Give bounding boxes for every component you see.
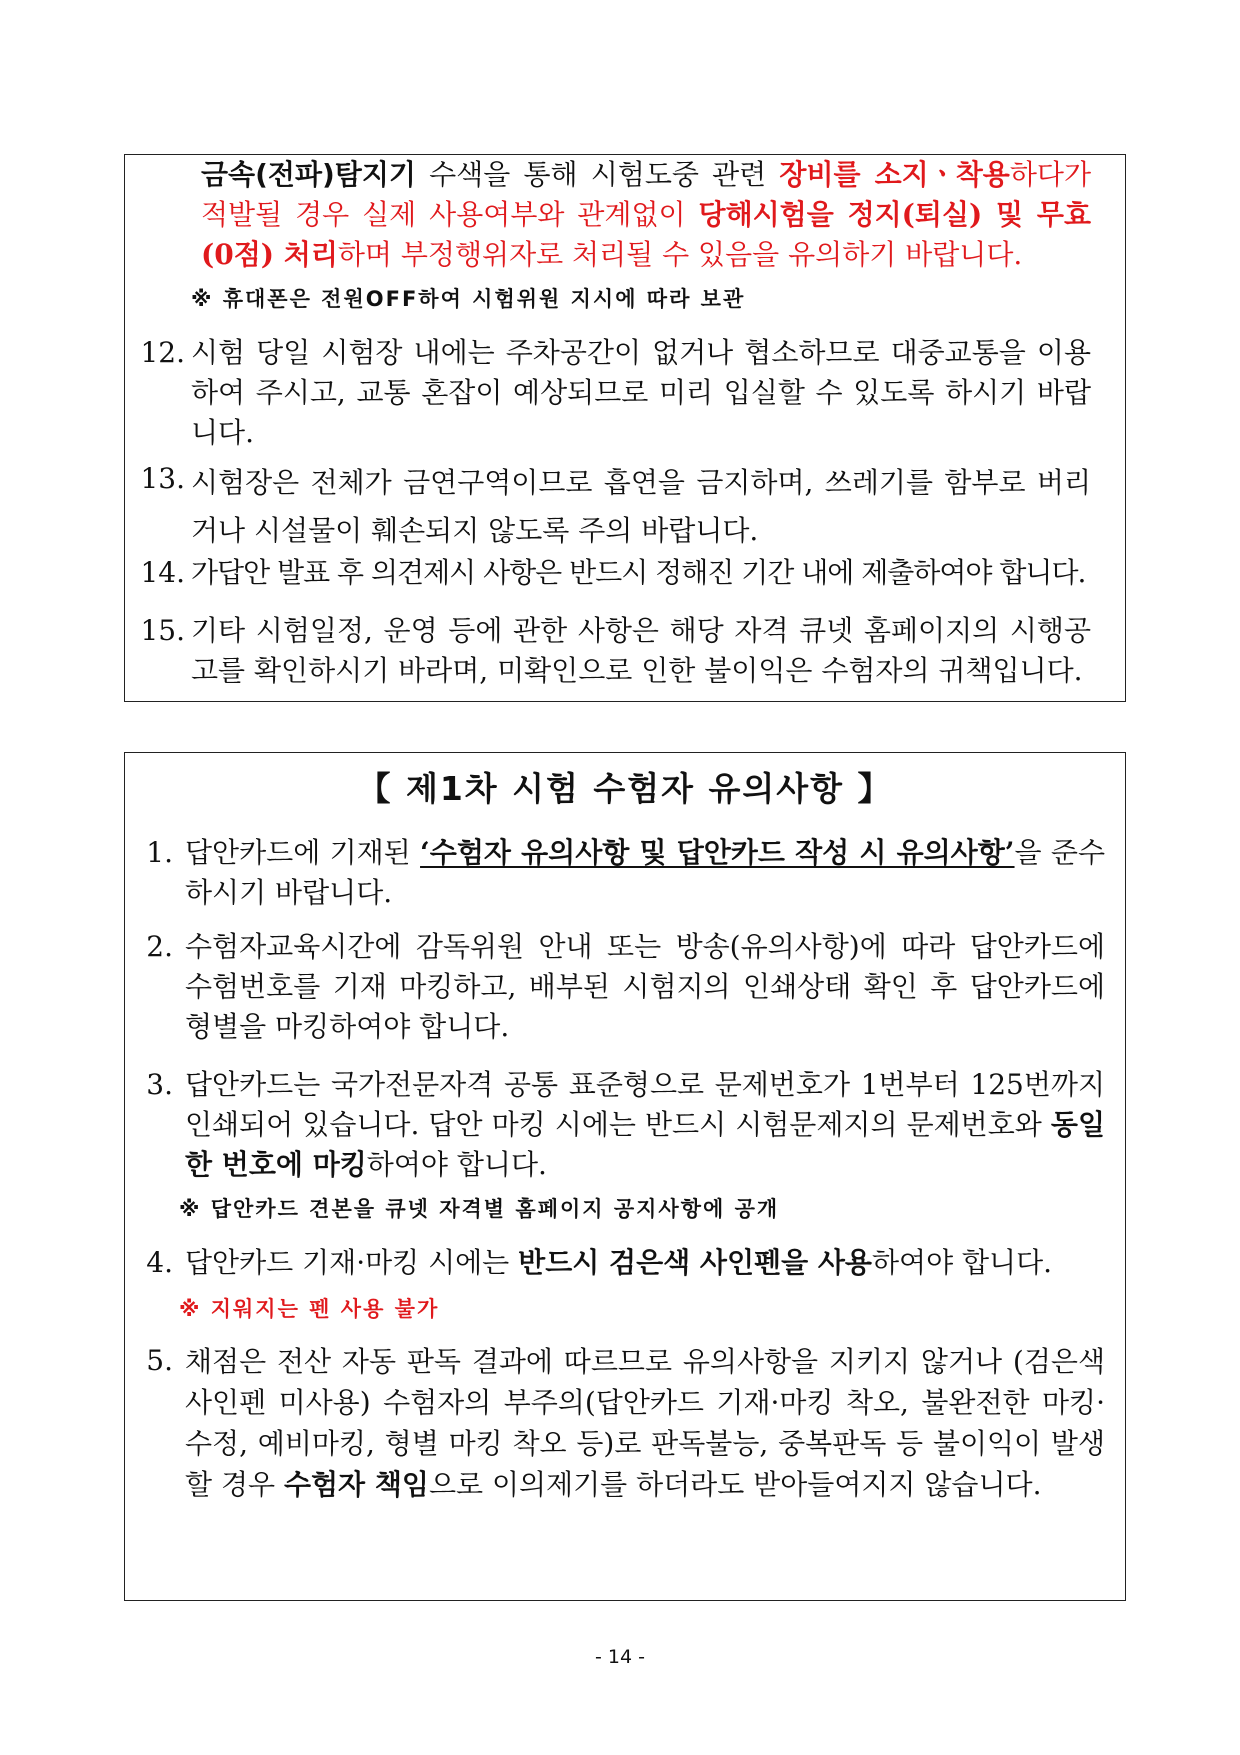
black-pen-emphasis: 반드시 검은색 사인펜을 사용 [518,1246,872,1279]
section-title: 【 제1차 시험 수험자 유의사항 】 [357,769,893,808]
detector-term: 금속(전파)탐지기 [201,158,416,191]
sample-card-note: ※ 답안카드 견본을 큐넷 자격별 홈페이지 공지사항에 공개 [179,1197,780,1221]
equipment-warning: 장비를 소지ㆍ착용 [779,158,1010,191]
erasable-pen-note: ※ 지워지는 펜 사용 불가 [179,1297,440,1321]
same-number-emphasis: 동일한 번호에 마킹 [185,1108,1105,1181]
disqualification-warning: 당해시험을 정지(퇴실) 및 무효(0점) 처리 [201,198,1091,271]
card-guideline-reference: ‘수험자 유의사항 및 답안카드 작성 시 유의사항’ [420,836,1015,869]
phone-note: ※ 휴대폰은 전원OFF하여 시험위원 지시에 따라 보관 [191,287,746,311]
examinee-responsibility: 수험자 책임 [283,1468,429,1501]
page-number: - 14 - [595,1646,645,1668]
exam-instructions-box: 【 제1차 시험 수험자 유의사항 】 1. 답안카드에 기재된 ‘수험자 유의사항 및 답안카드 작성 시 유의사항’을 준수하시기 바랍니다. 2. 수험자교육시간에 감독위원 안내 또는 방송(유의사항)에 따라 답안카드에 수험번호를 기재 마킹하고, 배부된 시험지의 인쇄상태 확인 후 답안카드에 형별을 마킹하여야 합니다. 3. 답안카드는 국가전문자격 공통 표준형으로 문제번호가 1번부터 125번까지 인쇄되어 있습니다. 답안 마킹 시에는 반드시 시험문제지의 문제번호와 동일한 번호에 마킹하여야 합니다. ※ 답안카드 견본을 큐넷 자격별 홈페이지 공지사항에 공개 4. 답안카드 기재·마킹 시에는 반드시 검은색 사인펜을 사용하여야 합니다. ※ 지워지는 펜 사용 불가 5. 채점은 전산 자동 판독 결과에 따르므로 유의사항을 지키지 않거나 (검은색 사인펜 미사용) 수험자의 부주의(답안카드 기재·마킹 착오, 불완전한 마킹·수정, 예비마킹, 형별 마킹 착오 등)로 판독불능, 중복판독 등 불이익이 발생할 경우 수험자 책임으로 이의제기를 하더라도 받아들여지지 않습니다. [124,752,1126,1601]
notice-box-continued: 금속(전파)탐지기 수색을 통해 시험도중 관련 장비를 소지ㆍ착용하다가 적발될 경우 실제 사용여부와 관계없이 당해시험을 정지(퇴실) 및 무효(0점) 처리하며 부정행위자로 처리될 수 있음을 유의하기 바랍니다. ※ 휴대폰은 전원OFF하여 시험위원 지시에 따라 보관 12. 시험 당일 시험장 내에는 주차공간이 없거나 협소하므로 대중교통을 이용하여 주시고, 교통 혼잡이 예상되므로 미리 입실할 수 있도록 하시기 바랍니다. 13. 시험장은 전체가 금연구역이므로 흡연을 금지하며, 쓰레기를 함부로 버리거나 시설물이 훼손되지 않도록 주의 바랍니다. 14. 가답안 발표 후 의견제시 사항은 반드시 정해진 기간 내에 제출하여야 합니다. 15. 기타 시험일정, 운영 등에 관한 사항은 해당 자격 큐넷 홈페이지의 시행공고를 확인하시기 바라며, 미확인으로 인한 불이익은 수험자의 귀책입니다. [124,154,1126,702]
